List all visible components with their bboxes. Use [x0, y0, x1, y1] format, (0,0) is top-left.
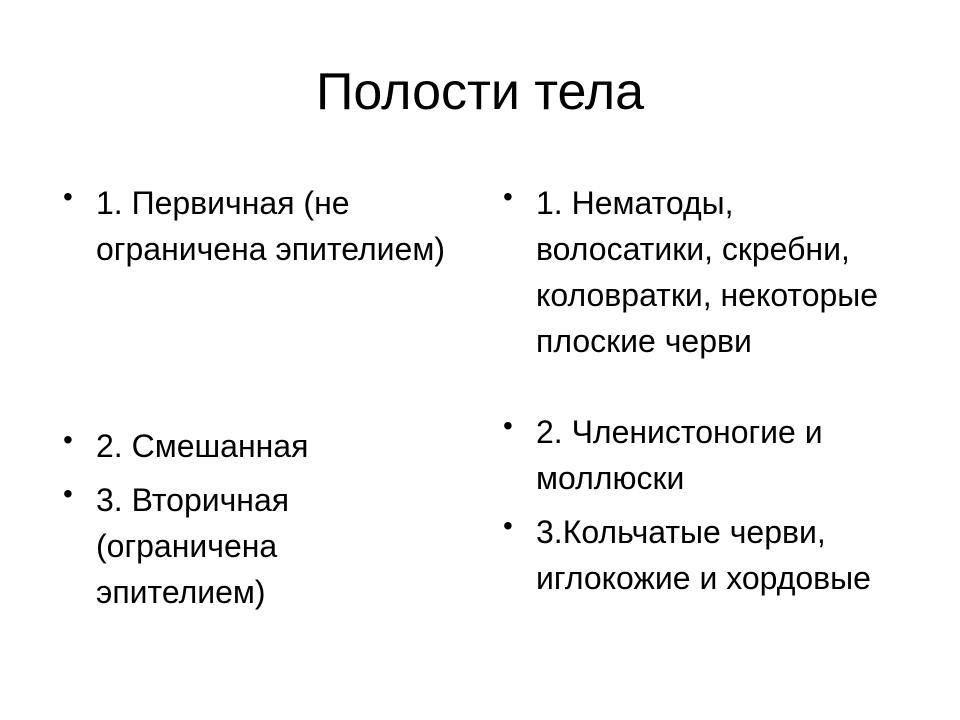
left-list-item-secondary	[63, 477, 446, 615]
right-list-item-primary-taxa	[503, 180, 916, 364]
left-list-item-label: 2. Смешанная	[96, 428, 309, 464]
left-list-item-label: 1. Первичная (не ограничена эпителием)	[96, 185, 445, 267]
slide-title: Полости тела	[316, 63, 644, 121]
left-list-item-primary	[63, 180, 446, 272]
bullet-icon: •	[503, 410, 513, 441]
right-list-item-mixed-taxa	[503, 409, 916, 501]
left-list-item-label: 3. Вторичная (ограничена эпителием)	[96, 482, 290, 610]
bullet-icon: •	[503, 510, 513, 541]
right-list-item-secondary-taxa	[503, 509, 916, 601]
right-list-item-label: 3.Кольчатые черви, иглокожие и хордовые	[536, 514, 871, 596]
bullet-icon: •	[503, 181, 513, 212]
left-list-item-mixed	[63, 423, 446, 469]
right-list-item-label: 1. Нематоды, волосатики, скребни, коловратки, некоторые плоские черви	[536, 185, 879, 359]
right-list-item-label: 2. Членистоногие и моллюски	[536, 414, 823, 496]
bullet-icon: •	[63, 478, 73, 509]
bullet-icon: •	[63, 424, 73, 455]
bullet-icon: •	[63, 181, 73, 212]
